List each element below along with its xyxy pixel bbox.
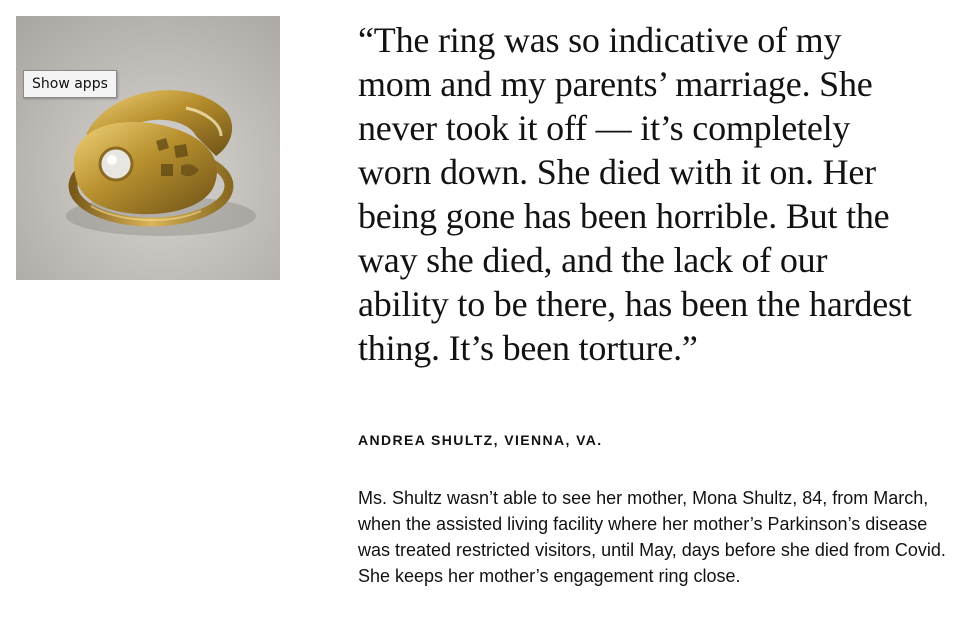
show-apps-tooltip[interactable]: Show apps (23, 70, 117, 98)
ring-photo (16, 16, 280, 280)
pull-quote: “The ring was so indicative of my mom and my parents’ marriage. She never took it off — it’s completely worn down. She died with it on. Her being gone has been horrible. But the way she died, and the lack of our ability to be there, has been the hardest thing. It’s been torture.” (358, 20, 912, 368)
ring-photo-image (16, 16, 280, 280)
photo-caption: Ms. Shultz wasn’t able to see her mother, Mona Shultz, 84, from March, when the assisted living facility where her mother’s Parkinson’s disease was treated restricted visitors, until May, days before she died from Covid. She keeps her mother’s engagement ring close. (358, 488, 946, 586)
quote-attribution: ANDREA SHULTZ, VIENNA, VA. (358, 432, 603, 448)
